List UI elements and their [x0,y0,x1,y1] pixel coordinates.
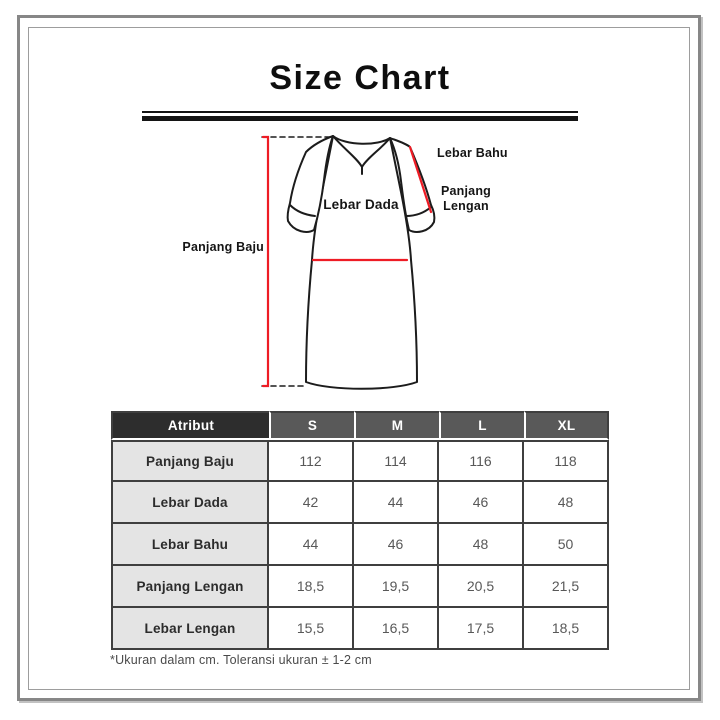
column-header-m: M [354,411,439,440]
table-row [111,440,609,482]
size-value: 15,5 [269,608,354,650]
size-table-body [111,440,609,650]
size-value: 44 [269,524,354,566]
size-value: 21,5 [524,566,609,608]
size-value: 46 [439,482,524,524]
label-panjang-baju: Panjang Baju [182,240,264,254]
table-row [111,524,609,566]
size-value: 114 [354,440,439,482]
size-value: 42 [269,482,354,524]
size-value: 50 [524,524,609,566]
size-value: 112 [269,440,354,482]
size-value: 48 [524,482,609,524]
page-title: Size Chart [269,59,451,97]
size-value: 19,5 [354,566,439,608]
size-value: 17,5 [439,608,524,650]
column-header-atribut: Atribut [111,411,269,440]
size-value: 48 [439,524,524,566]
size-value: 18,5 [269,566,354,608]
table-row [111,566,609,608]
column-header-l: L [439,411,524,440]
table-row [111,482,609,524]
table-header-row [111,411,609,440]
label-lebar-dada: Lebar Dada [323,197,399,212]
size-value: 16,5 [354,608,439,650]
size-value: 46 [354,524,439,566]
label-lebar-bahu: Lebar Bahu [437,146,508,160]
label-panjang-lengan-line1: Panjang [440,184,492,198]
row-label: Lebar Dada [111,482,269,524]
size-value: 18,5 [524,608,609,650]
size-table [111,411,609,650]
row-label: Lebar Bahu [111,524,269,566]
footnote: *Ukuran dalam cm. Toleransi ukuran ± 1-2 cm [110,653,372,667]
row-label: Panjang Lengan [111,566,269,608]
label-panjang-lengan-line2: Lengan [443,199,489,213]
table-row [111,608,609,650]
size-value: 20,5 [439,566,524,608]
size-value: 118 [524,440,609,482]
row-label: Lebar Lengan [111,608,269,650]
size-value: 116 [439,440,524,482]
row-label: Panjang Baju [111,440,269,482]
column-header-xl: XL [524,411,609,440]
garment-length-measure-line [263,137,268,386]
column-header-s: S [269,411,354,440]
label-panjang-lengan [432,184,500,214]
size-value: 44 [354,482,439,524]
